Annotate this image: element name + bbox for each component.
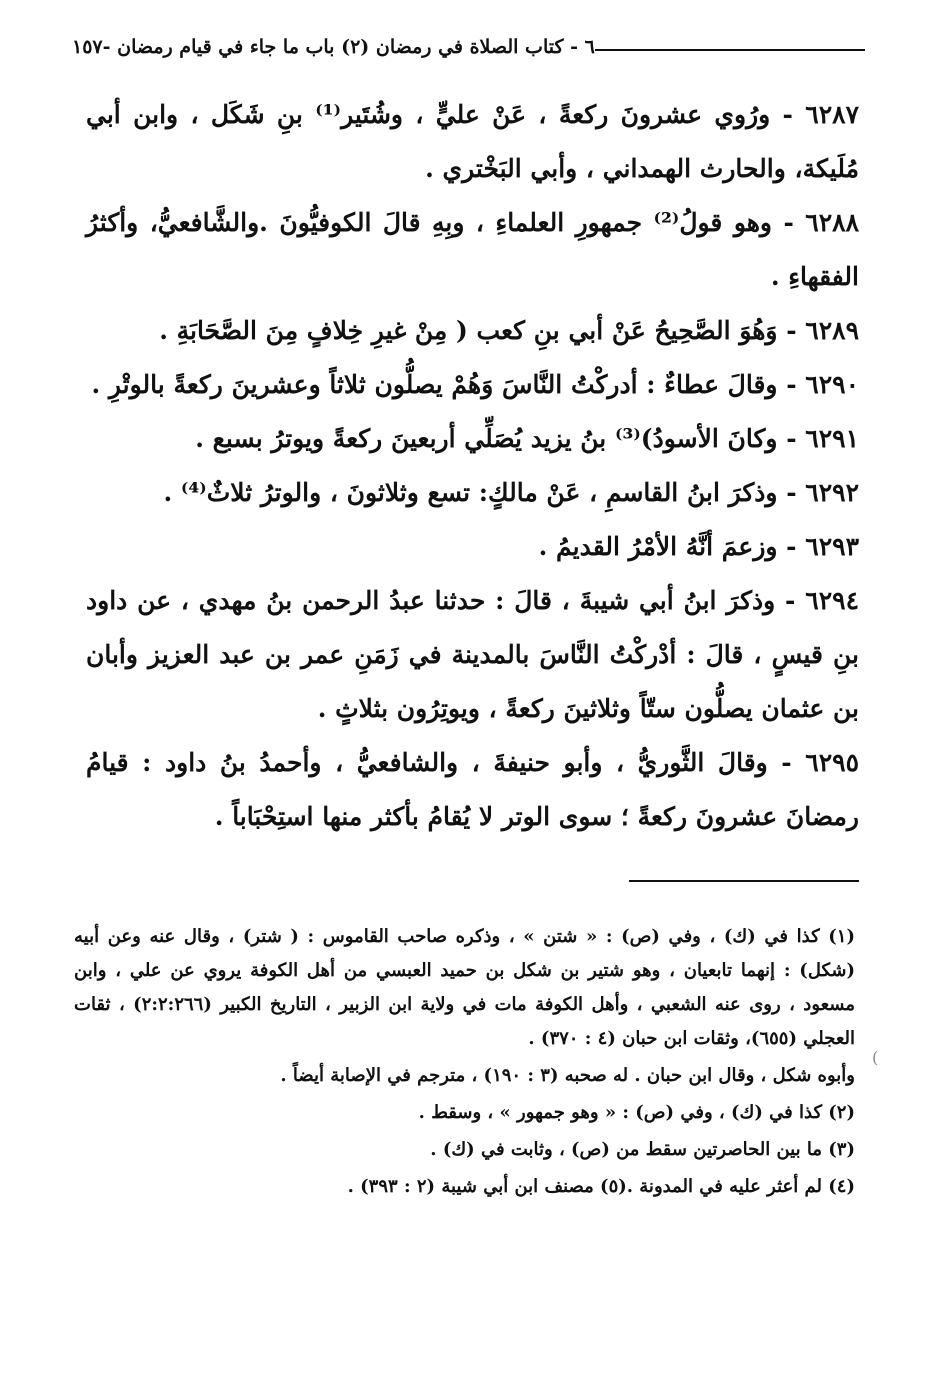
paragraph-6290: ٦٢٩٠ - وقالَ عطاءٌ : أدركْتُ النَّاسَ وَهُمْ يصلُّون ثلاثاً وعشرينَ ركعةً بالوتْرِ . <box>91 370 859 399</box>
main-text <box>86 88 859 844</box>
footnote-3: (٣) ما بين الحاصرتين سقط من (ص) ، وثابت في (ك) . <box>430 1139 855 1160</box>
paragraph-6288: ٦٢٨٨ - وهو قولُ⁽²⁾ جمهورِ العلماءِ ، وبِهِ قالَ الكوفيُّونَ .والشَّافعيُّ، وأكثرُ الفقهاءِ . <box>86 208 859 291</box>
paragraph-6293: ٦٢٩٣ - وزعمَ أنَّهُ الأمْرُ القديمُ . <box>538 532 859 561</box>
footnotes <box>74 920 855 1207</box>
header-rule <box>595 49 865 51</box>
footnote-1: (١) كذا في (ك) ، وفي (ص) : « شتن » ، وذكره صاحب القاموس : ( شتر) ، وقال عنه وعن أبيه (شكل) : إنهما تابعيان ، وهو شتير بن شكل بن حميد العبسي من أهل الكوفة يروي عن علي ، وابن مسعود ، روى عنه الشعبي ، وأهل الكوفة مات في ولاية ابن الزبير ، التاريخ الكبير (٢:٢:٢٦٦) ، ثقات العجلي (٦٥٥)، وثقات ابن حبان (٤ : ٣٧٠) . <box>74 926 855 1049</box>
paragraph-6287: ٦٢٨٧ - ورُوي عشرونَ ركعةً ، عَنْ عليٍّ ، وشُتَير⁽¹⁾ بنِ شَكَل ، وابن أبي مُلَيكة، والحارث الهمداني ، وأبي البَخْتري . <box>86 100 859 183</box>
running-title: ٦ - كتاب الصلاة في رمضان (٢) باب ما جاء في قيام رمضان -١٥٧ <box>72 36 595 58</box>
footnote-2: (٢) كذا في (ك) ، وفي (ص) : « وهو جمهور » ، وسقط . <box>418 1102 855 1123</box>
paragraph-6291: ٦٢٩١ - وكانَ الأسودُ)⁽³⁾ بنُ يزيد يُصَلِّي أربعينَ ركعةً ويوترُ بسبع . <box>195 424 859 453</box>
paragraph-6294: ٦٢٩٤ - وذكرَ ابنُ أبي شيبةَ ، قالَ : حدثنا عبدُ الرحمن بنُ مهدي ، عن داود بنِ قيسٍ ، قالَ : أدْركْتُ النَّاسَ بالمدينة في زَمَنِ عمر بن عبد العزيز وأبان بن عثمان يصلُّون ستّاً وثلاثينَ ركعةً ، ويوتِرُون بثلاثٍ . <box>86 586 859 723</box>
running-header <box>60 36 865 58</box>
paragraph-6292: ٦٢٩٢ - وذكرَ ابنُ القاسمِ ، عَنْ مالكٍ: تسع وثلاثونَ ، والوترُ ثلاثٌ⁽⁴⁾ . <box>163 478 859 507</box>
paragraph-6295: ٦٢٩٥ - وقالَ الثَّوريُّ ، وأبو حنيفةَ ، والشافعيُّ ، وأحمدُ بنُ داود : قيامُ رمضانَ عشرونَ ركعةً ؛ سوى الوتر لا يُقامُ بأكثر منها استِحْبَاباً . <box>86 748 859 831</box>
footnote-1-continuation: وأبوه شكل ، وقال ابن حبان . له صحبه (٣ : ١٩٠) ، مترجم في الإصابة أيضاً . <box>280 1065 855 1086</box>
margin-mark: ( <box>872 1048 879 1067</box>
footnote-4-5: (٤) لم أعثر عليه في المدونة .(٥) مصنف ابن أبي شيبة (٢ : ٣٩٣) . <box>347 1176 855 1197</box>
paragraph-6289: ٦٢٨٩ - وَهُوَ الصَّحِيحُ عَنْ أبي بنِ كعب ( مِنْ غيرِ خِلافٍ مِنَ الصَّحَابَةِ . <box>159 316 859 345</box>
footnote-separator <box>629 880 859 882</box>
